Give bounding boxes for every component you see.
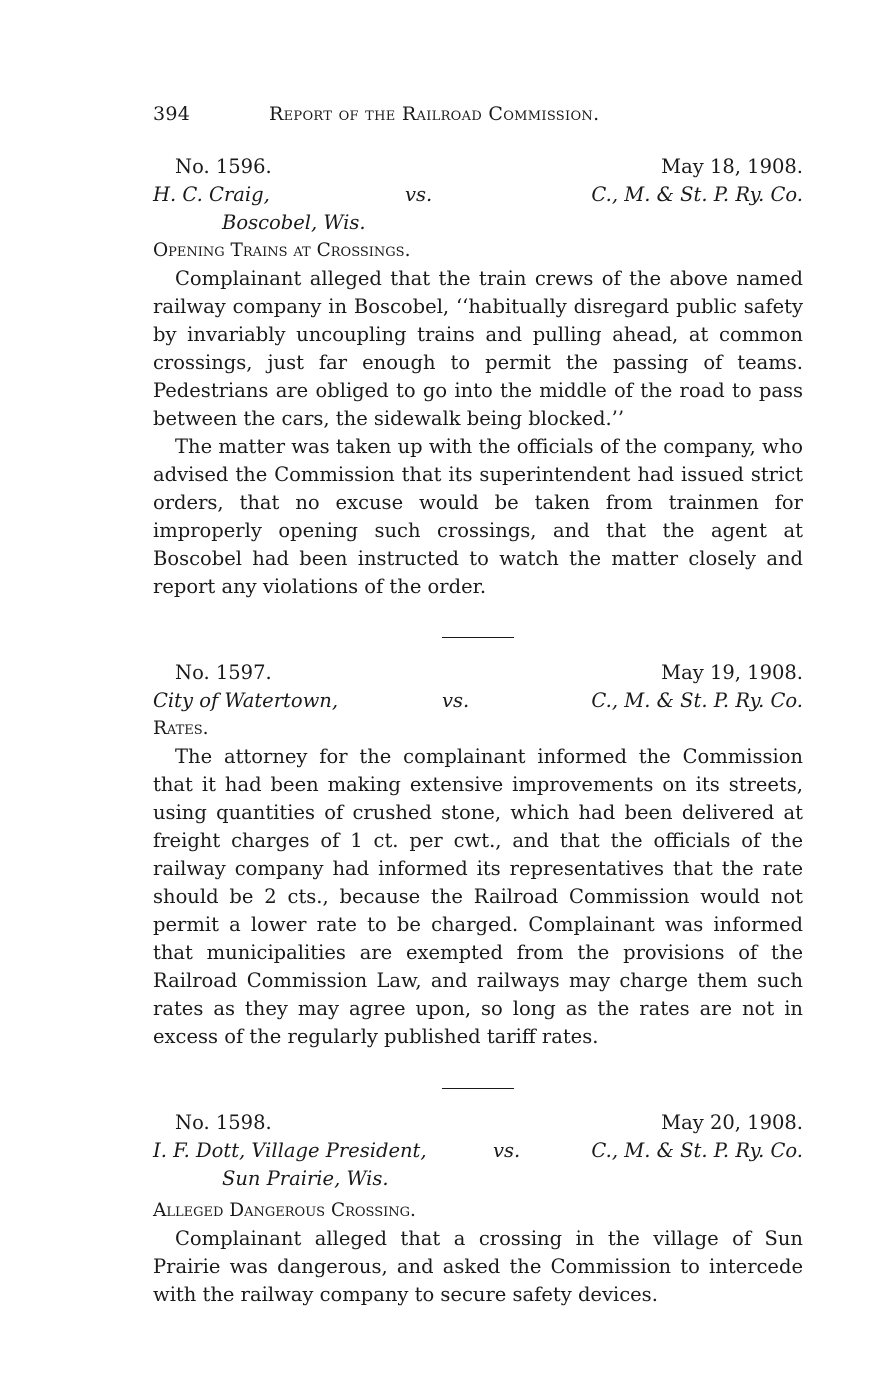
- case-date: May 20, 1908.: [661, 1111, 803, 1134]
- section-divider: [442, 637, 514, 638]
- versus: vs.: [405, 183, 433, 206]
- case-number: No. 1598.: [175, 1111, 272, 1134]
- case-subject: Rates.: [153, 718, 209, 739]
- case-paragraph: Complainant alleged that the train crews of the above named railway company in Boscobel, ‘‘habitually disregard public safety by invariably uncoupling trains and pulling ahead, at common crossings, just far enough to permit the passing of teams. Pedestrians are obliged to go into the middle of the road to pass between the cars, the sidewalk being blocked.’’: [153, 267, 803, 430]
- case-1598: [153, 1109, 803, 1309]
- complainant-place: Boscobel, Wis.: [222, 211, 366, 234]
- complainant-place: Sun Prairie, Wis.: [222, 1167, 389, 1190]
- case-date: May 19, 1908.: [661, 661, 803, 684]
- complainant-place-row: [153, 1165, 803, 1193]
- case-parties-row: [153, 687, 803, 715]
- case-number: No. 1597.: [175, 661, 272, 684]
- complainant: H. C. Craig,: [153, 183, 270, 206]
- case-subject: Alleged Dangerous Crossing.: [153, 1200, 416, 1221]
- complainant-place-row: [153, 209, 803, 237]
- case-number-row: [153, 153, 803, 181]
- case-number-row: [153, 659, 803, 687]
- versus: vs.: [493, 1139, 521, 1162]
- case-paragraph: Complainant alleged that a crossing in the village of Sun Prairie was dangerous, and asked the Commission to intercede with the railway company to secure safety devices.: [153, 1227, 803, 1306]
- case-subject: Opening Trains at Crossings.: [153, 240, 411, 261]
- case-paragraph: The attorney for the complainant informed the Commission that it had been making extensive improvements on its streets, using quantities of crushed stone, which had been delivered at freight charges of 1 ct. per cwt., and that the officials of the railway company had informed its representatives that the rate should be 2 cts., because the Railroad Commission would not permit a lower rate to be charged. Complainant was informed that municipalities are exempted from the provisions of the Railroad Commission Law, and railways may charge them such rates as they may agree upon, so long as the rates are not in excess of the regularly published tariff rates.: [153, 745, 803, 1048]
- complainant: I. F. Dott, Village President,: [153, 1139, 427, 1162]
- complainant: City of Watertown,: [153, 689, 339, 712]
- page-number: 394: [153, 103, 191, 125]
- case-date: May 18, 1908.: [661, 155, 803, 178]
- case-number-row: [153, 1109, 803, 1137]
- case-1597: [153, 659, 803, 1051]
- versus: vs.: [442, 689, 470, 712]
- case-parties-row: [153, 1137, 803, 1165]
- case-number: No. 1596.: [175, 155, 272, 178]
- respondent: C., M. & St. P. Ry. Co.: [591, 689, 803, 712]
- respondent: C., M. & St. P. Ry. Co.: [591, 1139, 803, 1162]
- case-parties-row: [153, 181, 803, 209]
- respondent: C., M. & St. P. Ry. Co.: [591, 183, 803, 206]
- case-1596: [153, 153, 803, 601]
- section-divider: [442, 1088, 514, 1089]
- running-title: Report of the Railroad Commission.: [269, 103, 600, 125]
- case-paragraph: The matter was taken up with the officials of the company, who advised the Commission that its superintendent had issued strict orders, that no excuse would be taken from trainmen for improperly opening such crossings, and that the agent at Boscobel had been instructed to watch the matter closely and report any violations of the order.: [153, 435, 803, 598]
